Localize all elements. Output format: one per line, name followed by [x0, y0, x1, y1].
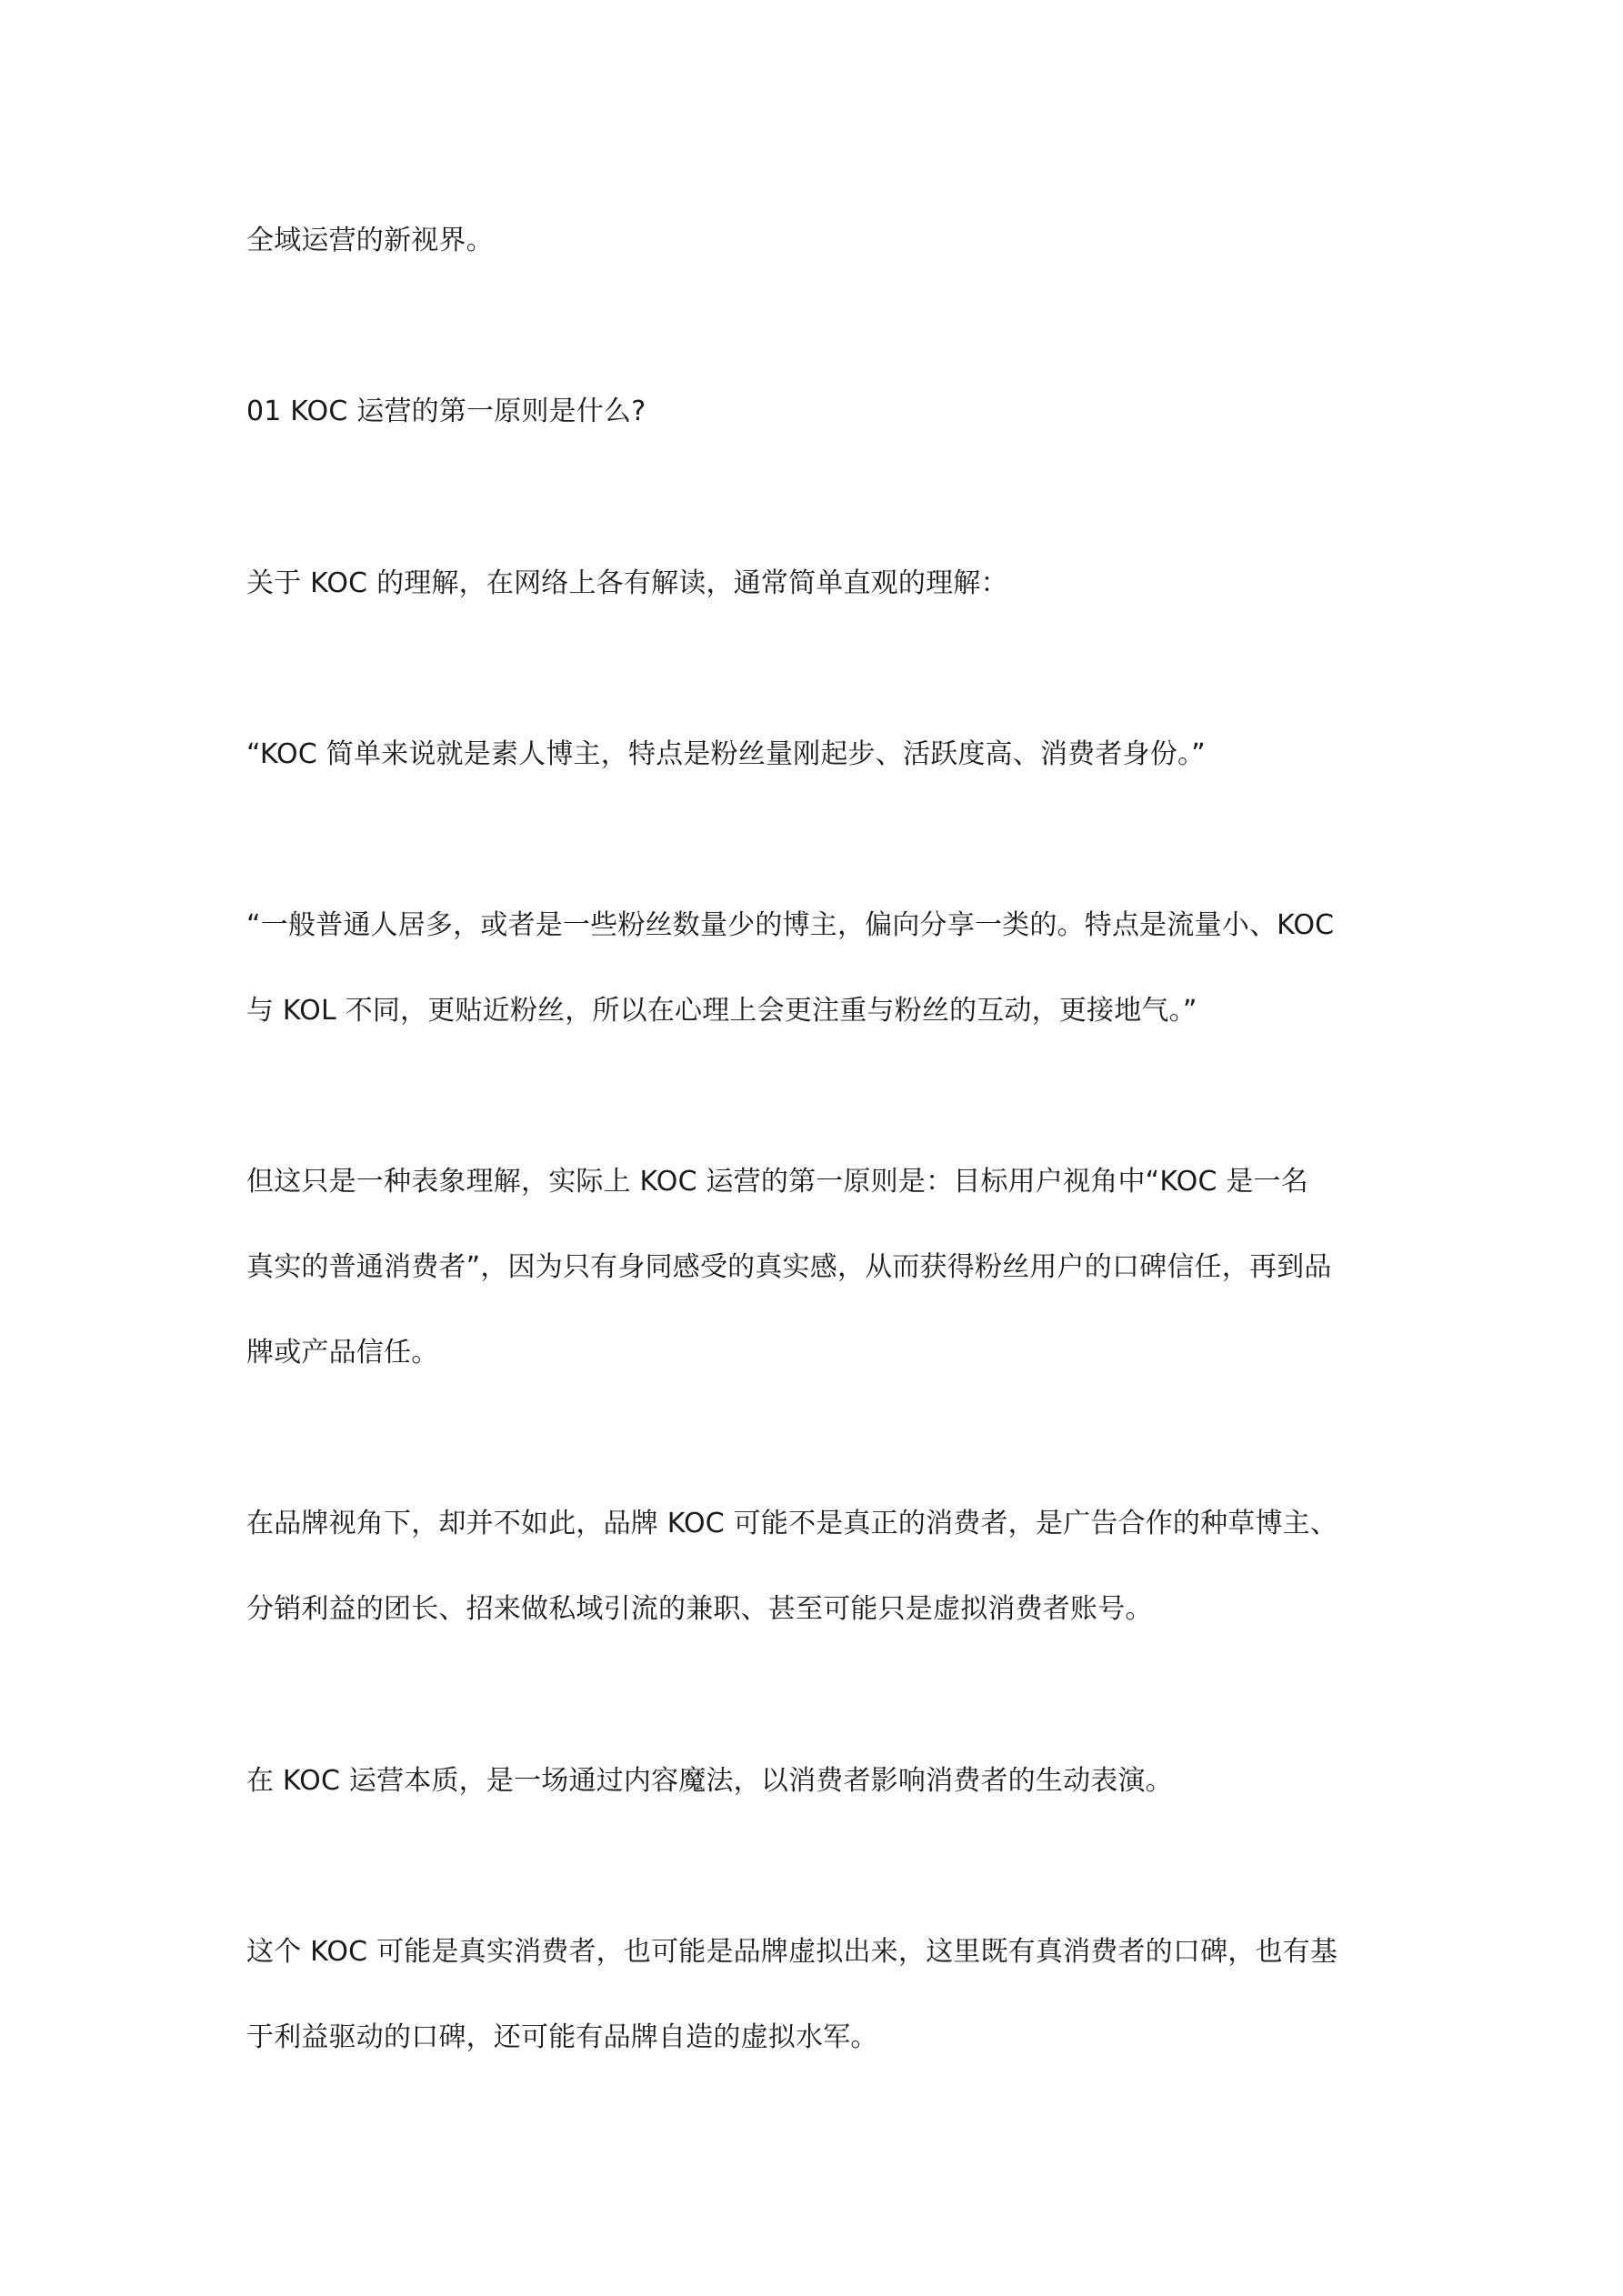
paragraph-line: 真实的普通消费者”，因为只有身同感受的真实感，从而获得粉丝用户的口碑信任，再到品 — [246, 1251, 1332, 1283]
paragraph-line: 这个 KOC 可能是真实消费者，也可能是品牌虚拟出来，这里既有真消费者的口碑，也有基 — [246, 1936, 1338, 1968]
section-heading: 01 KOC 运营的第一原则是什么? — [246, 396, 646, 427]
paragraph-line: 分销利益的团长、招来做私域引流的兼职、甚至可能只是虚拟消费者账号。 — [246, 1593, 1153, 1625]
paragraph-line: 在品牌视角下，却并不如此，品牌 KOC 可能不是真正的消费者，是广告合作的种草博主、 — [246, 1508, 1338, 1539]
paragraph-line: 但这只是一种表象理解，实际上 KOC 运营的第一原则是：目标用户视角中“KOC 是一名 — [246, 1166, 1308, 1198]
quote-line: “KOC 简单来说就是素人博主，特点是粉丝量刚起步、活跃度高、消费者身份。” — [246, 738, 1206, 770]
paragraph-line: 在 KOC 运营本质，是一场通过内容魔法，以消费者影响消费者的生动表演。 — [246, 1765, 1173, 1797]
paragraph-line: 牌或产品信任。 — [246, 1337, 439, 1369]
quote-line: 与 KOL 不同，更贴近粉丝，所以在心理上会更注重与粉丝的互动，更接地气。” — [246, 995, 1197, 1027]
paragraph-line: 全域运营的新视界。 — [246, 225, 494, 256]
paragraph-line: 于利益驱动的口碑，还可能有品牌自造的虚拟水军。 — [246, 2021, 878, 2053]
quote-line: “一般普通人居多，或者是一些粉丝数量少的博主，偏向分享一类的。特点是流量小、KOC — [246, 909, 1335, 941]
paragraph-line: 关于 KOC 的理解，在网络上各有解读，通常简单直观的理解： — [246, 567, 1008, 599]
